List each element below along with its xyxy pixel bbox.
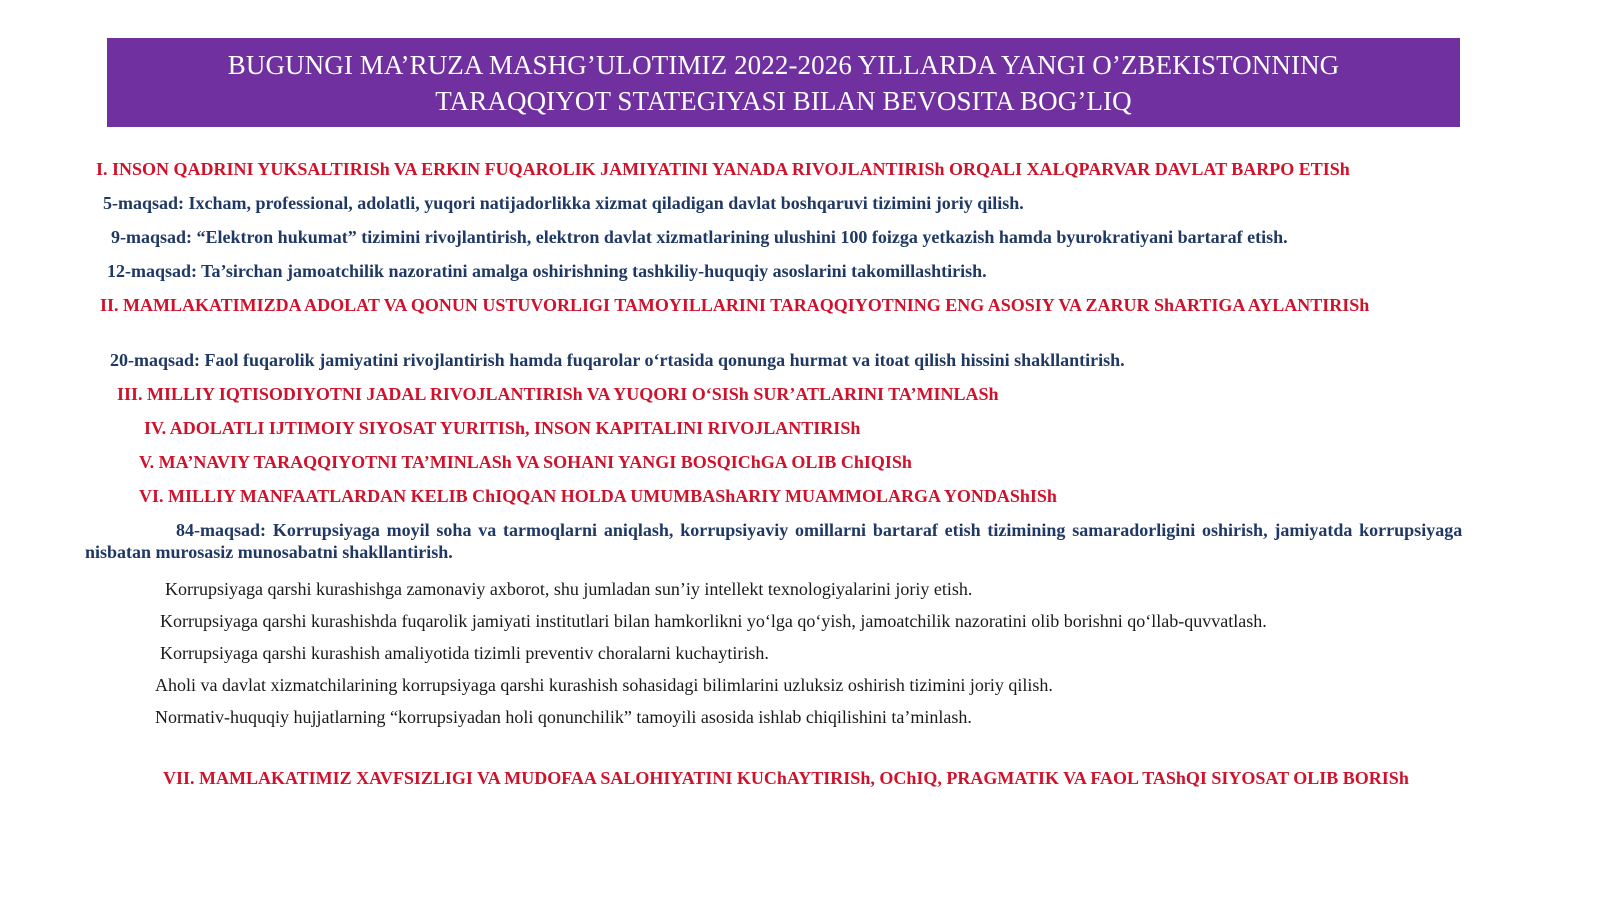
goal-9: 9-maqsad: “Elektron hukumat” tizimini rivojlantirish, elektron davlat xizmatlarining ulushini 100 foizga yetkazish hamda byurokratiyani bartaraf etish. xyxy=(111,227,1288,247)
section-4-heading: IV. ADOLATLI IJTIMOIY SIYOSAT YURITISh, INSON KAPITALINI RIVOJLANTIRISh xyxy=(144,418,861,438)
section-5-heading: V. MA’NAVIY TARAQQIYOTNI TA’MINLASh VA SOHANI YANGI BOSQIChGA OLIB ChIQISh xyxy=(139,452,912,472)
measure-2: Korrupsiyaga qarshi kurashishda fuqarolik jamiyati institutlari bilan hamkorlikni yo‘lga qo‘yish, jamoatchilik nazoratini olib borishni qo‘llab-quvvatlash. xyxy=(160,611,1267,631)
goal-12: 12-maqsad: Ta’sirchan jamoatchilik nazoratini amalga oshirishning tashkiliy-huquqiy asoslarini takomillashtirish. xyxy=(107,261,987,281)
title-line-2: TARAQQIYOT STATEGIYASI BILAN BEVOSITA BOG’LIQ xyxy=(435,85,1132,116)
section-3-heading: III. MILLIY IQTISODIYOTNI JADAL RIVOJLANTIRISh VA YUQORI O‘SISh SUR’ATLARINI TA’MINLASh xyxy=(117,384,999,404)
goal-5: 5-maqsad: Ixcham, professional, adolatli, yuqori natijadorlikka xizmat qiladigan davlat boshqaruvi tizimini joriy qilish. xyxy=(103,193,1024,213)
measure-1: Korrupsiyaga qarshi kurashishga zamonaviy axborot, shu jumladan sun’iy intellekt texnologiyalarini joriy etish. xyxy=(165,579,973,599)
goal-84 xyxy=(85,519,1503,563)
title-banner xyxy=(107,38,1460,127)
section-7-heading: VII. MAMLAKATIMIZ XAVFSIZLIGI VA MUDOFAA SALOHIYATINI KUChAYTIRISh, OChIQ, PRAGMATIK VA FAOL TAShQI SIYOSAT OLIB BORISh xyxy=(163,768,1409,788)
title-line-1: BUGUNGI MA’RUZA MASHG’ULOTIMIZ 2022-2026 YILLARDA YANGI O’ZBEKISTONNING xyxy=(227,49,1340,80)
measure-3: Korrupsiyaga qarshi kurashish amaliyotida tizimli preventiv choralarni kuchaytirish. xyxy=(160,643,769,663)
measure-5: Normativ-huquqiy hujjatlarning “korrupsiyadan holi qonunchilik” tamoyili asosida ishlab chiqilishini ta’minlash. xyxy=(155,707,972,727)
section-2-heading: II. MAMLAKATIMIZDA ADOLAT VA QONUN USTUVORLIGI TAMOYILLARINI TARAQQIYOTNING ENG ASOSIY VA ZARUR ShARTIGA AYLANTIRISh xyxy=(100,295,1370,315)
measure-4: Aholi va davlat xizmatchilarining korrupsiyaga qarshi kurashish sohasidagi bilimlarini uzluksiz oshirish tizimini joriy qilish. xyxy=(155,675,1053,695)
section-1-heading: I. INSON QADRINI YUKSALTIRISh VA ERKIN FUQAROLIK JAMIYATINI YANADA RIVOJLANTIRISh ORQALI XALQPARVAR DAVLAT BARPO ETISh xyxy=(96,159,1350,179)
goal-84-text: 84-maqsad: Korrupsiyaga moyil soha va tarmoqlarni aniqlash, korrupsiyaviy omillarni bartaraf etish tizimining samaradorligini oshirish, jamiyatda korrupsiyaga xyxy=(176,520,1463,540)
goal-84-text-continued: nisbatan murosasiz munosabatni shakllantirish. xyxy=(85,542,453,562)
section-6-heading: VI. MILLIY MANFAATLARDAN KELIB ChIQQAN HOLDA UMUMBAShARIY MUAMMOLARGA YONDAShISh xyxy=(139,486,1057,506)
goal-20: 20-maqsad: Faol fuqarolik jamiyatini rivojlantirish hamda fuqarolar o‘rtasida qonunga hurmat va itoat qilish hissini shakllantirish. xyxy=(110,350,1125,370)
